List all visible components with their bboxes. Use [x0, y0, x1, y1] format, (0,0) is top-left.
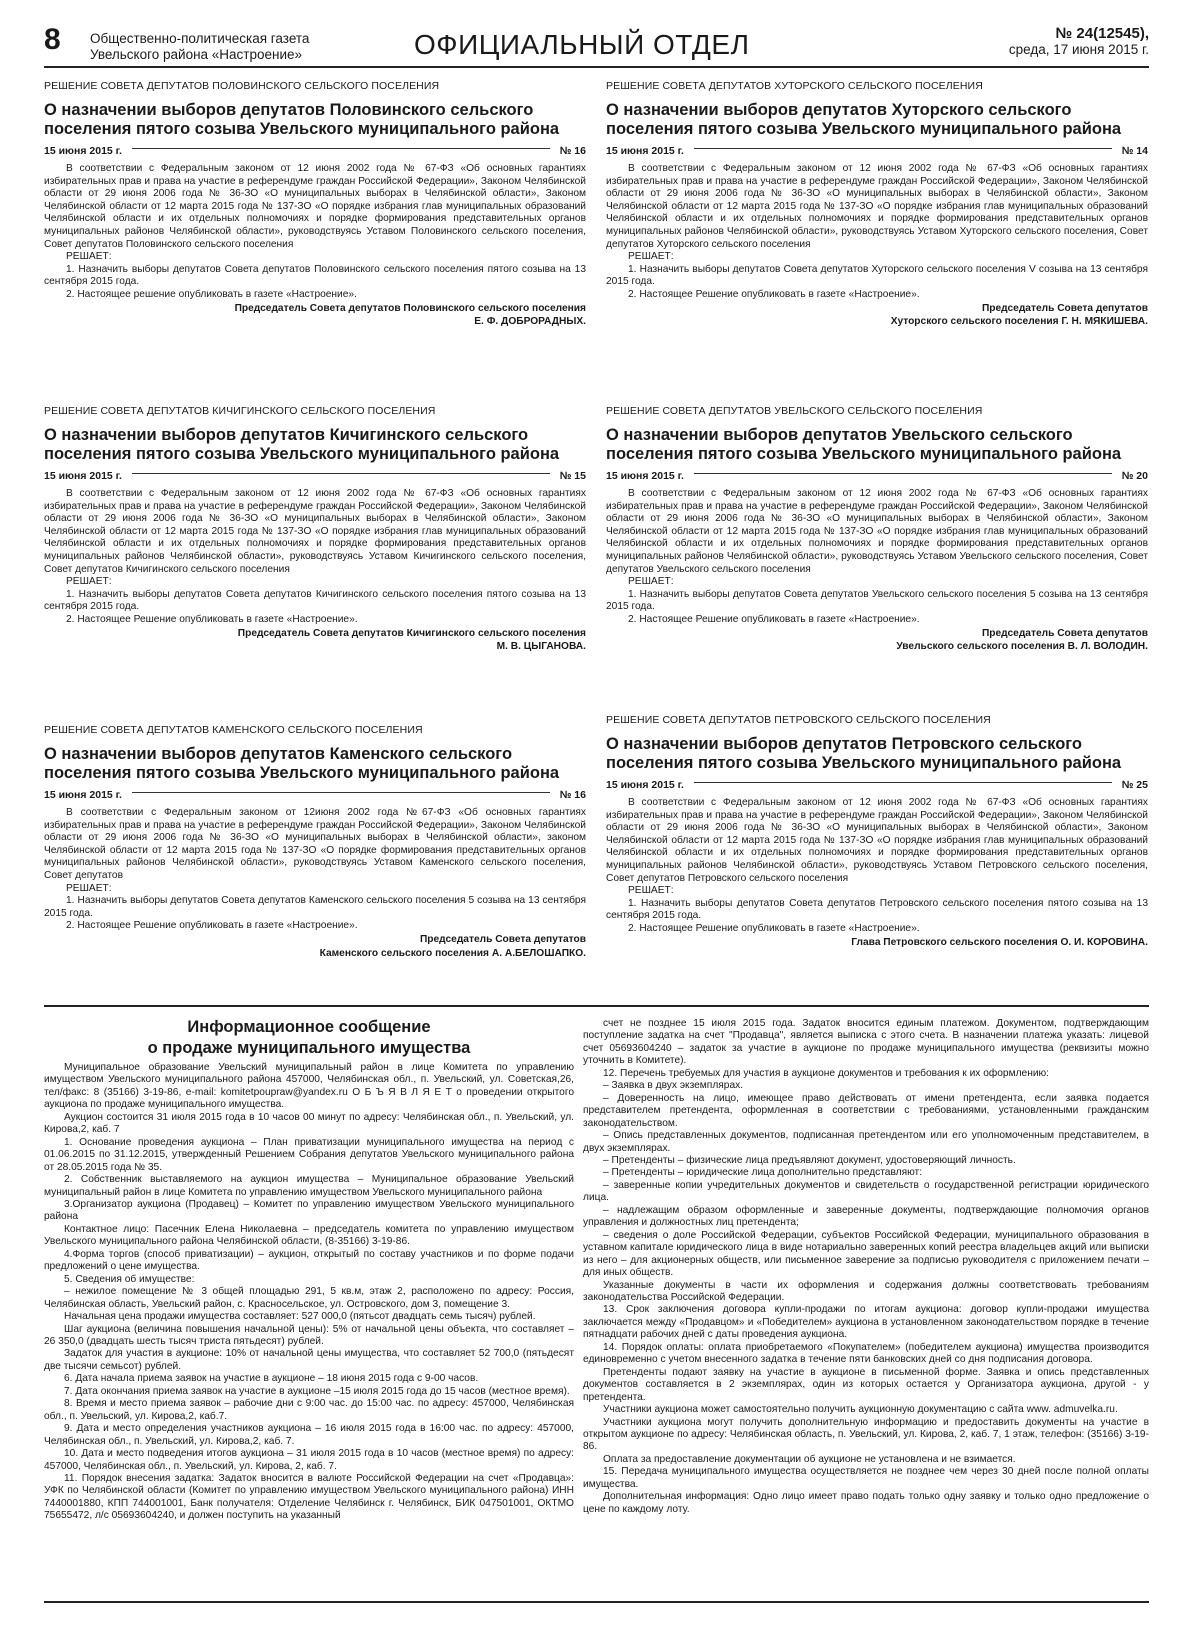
resolution-petrovskoe	[606, 714, 1148, 950]
info-paragraph: – Претенденты – физические лица предъявляют документ, удостоверяющий личность.	[603, 1154, 1016, 1166]
meta-divider	[694, 473, 1112, 474]
footer-rule	[44, 1601, 1149, 1603]
resolution-kamenskoe	[44, 724, 586, 960]
info-paragraph: Контактное лицо: Пасечник Елена Николаевна – председатель комитета по управлению имуществом Увельского муниципального района Челябинской области, (8-35166) 3-19-86.	[44, 1223, 574, 1248]
resolution-resolves: РЕШАЕТ:	[66, 882, 112, 894]
issue-date: среда, 17 июня 2015 г.	[1008, 42, 1149, 57]
info-paragraph: 5. Сведения об имуществе:	[64, 1273, 195, 1285]
resolution-intro: В соответствии с Федеральным законом от 12июня 2002 года №67-ФЗ «Об основных гарантиях избирательных прав и права на участие в референдуме граждан Российской Федерации», Законом Челябинской области от 29 июня 2006 года № 36-ЗО «О муниципальных выборах в Челябинской области», законом Челябинской области от 12 марта 2015 года № 137-ЗО «О порядке формирования представительных органов муниципальных районов Челябинской области», руководствуясь Уставом Каменского сельского поселения, Совет депутатов	[44, 807, 586, 881]
info-paragraph: – Опись представленных документов, подписанная претендентом или его уполномоченным представителем, в двух экземплярах.	[583, 1130, 1149, 1154]
info-paragraph: Шаг аукциона (величина повышения начальной цены): 5% от начальной цены объекта, что составляет – 26 350,0 (двадцать шесть тысяч триста пятьдесят) рублей.	[44, 1323, 574, 1347]
resolution-meta	[44, 470, 586, 483]
resolution-item-1: 1. Назначить выборы депутатов Совета депутатов Увельского сельского поселения 5 созыва на 13 сентября 2015 года.	[606, 588, 1148, 613]
resolution-signature-line1: Председатель Совета депутатов Кичигинского сельского поселения	[237, 627, 586, 639]
info-paragraph: 13. Срок заключения договора купли-продажи по итогам аукциона: договор купли-продажи имущества заключается между «Продавцом» и «Победителем» аукциона в установленном законодательством порядке в течение пятнадцати рабочих дней с даты проведения аукциона.	[583, 1304, 1149, 1341]
resolution-meta	[44, 145, 586, 158]
info-paragraph: Оплата за предоставление документации об аукционе не установлена и не взимается.	[603, 1453, 1016, 1465]
resolution-meta	[606, 470, 1148, 483]
info-paragraph: 3.Организатор аукциона (Продавец) – Комитет по управлению имуществом Увельского муниципального района	[44, 1198, 574, 1223]
resolution-signature-line1: Председатель Совета депутатов	[419, 933, 586, 945]
resolution-item-1: 1. Назначить выборы депутатов Совета депутатов Хуторского сельского поселения V созыва на 13 сентября 2015 года.	[606, 263, 1148, 288]
resolution-signature-line2: Увельского сельского поселения В. Л. ВОЛОДИН.	[896, 641, 1148, 653]
info-paragraph: 2. Собственник выставляемого на аукцион имущества – Муниципальное образование Увельский муниципальный район в лице Комитета по управлению имуществом Увельского муниципального района	[44, 1174, 574, 1198]
resolution-khutorskoe	[606, 80, 1148, 329]
meta-divider	[694, 782, 1112, 783]
resolution-kicker: РЕШЕНИЕ СОВЕТА ДЕПУТАТОВ КИЧИГИНСКОГО СЕЛЬСКОГО ПОСЕЛЕНИЯ	[44, 405, 436, 417]
resolution-date: 15 июня 2015 г.	[44, 145, 122, 157]
info-paragraph: Претенденты подают заявку на участие в аукционе в письменной форме. Заявка и опись представленных документов составляется в 2 экземплярах, один из которых остается у Организатора аукциона, другой - у претендента.	[583, 1366, 1149, 1403]
info-paragraph: 6. Дата начала приема заявок на участие в аукционе – 18 июня 2015 года с 9-00 часов.	[64, 1373, 479, 1385]
info-paragraph: Участники аукциона может самостоятельно получить аукционную документацию с сайта www. admuvelka.ru.	[603, 1404, 1118, 1416]
info-paragraph: Начальная цена продажи имущества составляет: 527 000,0 (пятьсот двадцать семь тысяч) рублей.	[64, 1311, 536, 1323]
resolution-resolves: РЕШАЕТ:	[66, 576, 112, 588]
info-left-body	[44, 1062, 574, 1523]
resolution-signature-line1: Глава Петровского сельского поселения О. И. КОРОВИНА.	[851, 936, 1148, 948]
info-paragraph: Аукцион состоится 31 июля 2015 года в 10 часов 00 минут по адресу: Челябинская обл., п. Увельский, ул. Кирова,2, каб. 7	[44, 1111, 574, 1136]
issue-number: № 24(12545),	[1055, 25, 1149, 42]
resolution-intro: В соответствии с Федеральным законом от 12 июня 2002 года № 67-ФЗ «Об основных гарантиях избирательных прав и права на участие в референдуме граждан Российской Федерации», Законом Челябинской области от 29 июня 2006 года № 36-ЗО «О муниципальных выборах в Челябинской области», Законом Челябинской области от 12 марта 2015 года № 137-ЗО «О порядке избрания глав муниципальных образований Челябинской области и их отдельных полномочиях и порядке формирования представительных органов муниципальных районов Челябинской области», руководствуясь Уставом Половинского сельского поселения, Совет депутатов Половинского сельского поселения	[44, 163, 586, 250]
resolution-body	[44, 488, 586, 627]
info-paragraph: Указанные документы в части их оформления и содержания должны соответствовать требованиям законодательства Российской Федерации.	[583, 1279, 1149, 1303]
resolution-body	[606, 488, 1148, 627]
resolution-item-1: 1. Назначить выборы депутатов Совета депутатов Каменского сельского поселения 5 созыва на 13 сентября 2015 года.	[44, 895, 586, 919]
resolution-headline: О назначении выборов депутатов Хуторского сельского поселения пятого созыва Увельского муниципального района	[606, 101, 1122, 138]
resolution-resolves: РЕШАЕТ:	[628, 576, 674, 588]
resolution-number: № 16	[559, 145, 586, 157]
resolution-number: № 25	[1121, 779, 1148, 791]
info-title-line1: Информационное сообщение	[187, 1018, 431, 1036]
info-paragraph: 1. Основание проведения аукциона – План приватизации муниципального имущества на период с 01.06.2015 по 31.12.2015, утвержденный Решением Собрания депутатов Увельского муниципального района от 28.05.2015 года № 35.	[44, 1136, 574, 1173]
resolution-item-2: 2. Настоящее решение опубликовать в газете «Настроение».	[66, 288, 357, 300]
info-paragraph: 11. Порядок внесения задатка: Задаток вносится в валюте Российской Федерации на счет «Продавца»: УФК по Челябинской области (Комитет по управлению имуществом Увельского муниципального района) ИНН 7440001880, КПП 744001001, Банк получателя: Отделение Челябинск г. Челябинск, БИК 047501001, ОКТМО 75655472, л/с 05693604240, и должен поступить на указанный	[44, 1472, 574, 1522]
info-paragraph: Муниципальное образование Увельский муниципальный район в лице Комитета по управлению имуществом Увельского муниципального района 457000, Челябинская обл., п. Увельский, ул. Советская,26, тел/факс: 8 (35166) 3-19-86, e-mail: komitetpoupraw@yandex.ru О Б Ъ Я В Л Я Е Т о проведении открытого аукциона по продаже муниципального имущества.	[44, 1062, 574, 1111]
resolution-headline: О назначении выборов депутатов Половинского сельского поселения пятого созыва Увельского муниципального района	[44, 101, 560, 138]
info-paragraph: – Претенденты – юридические лица дополнительно представляют:	[603, 1167, 923, 1179]
resolution-kicker: РЕШЕНИЕ СОВЕТА ДЕПУТАТОВ УВЕЛЬСКОГО СЕЛЬСКОГО ПОСЕЛЕНИЯ	[606, 405, 983, 417]
resolution-item-2: 2. Настоящее Решение опубликовать в газете «Настроение».	[66, 613, 358, 625]
page-number: 8	[44, 23, 61, 56]
resolution-date: 15 июня 2015 г.	[606, 145, 684, 157]
header-rule	[44, 66, 1149, 68]
resolution-kicker: РЕШЕНИЕ СОВЕТА ДЕПУТАТОВ ХУТОРСКОГО СЕЛЬСКОГО ПОСЕЛЕНИЯ	[606, 80, 983, 92]
info-paragraph: – сведения о доле Российской Федерации, субъектов Российской Федерации, муниципального образования в уставном капитале юридического лица в виде нотариально заверенных копий реестра владельцев акций или выписки из него – для акционерных обществ, или письменное заверение за подписью руководителя с приложением печати – для иных обществ.	[583, 1229, 1149, 1279]
issue-info	[1009, 26, 1149, 58]
info-message-right-column	[583, 1018, 1149, 1516]
meta-divider	[694, 148, 1112, 149]
resolution-meta	[606, 779, 1148, 792]
resolution-uvelskoe	[606, 405, 1148, 654]
resolution-item-1: 1. Назначить выборы депутатов Совета депутатов Половинского сельского поселения пятого созыва на 13 сентября 2015 года.	[44, 263, 586, 288]
resolution-date: 15 июня 2015 г.	[606, 470, 684, 482]
info-message-left-column	[44, 1018, 574, 1523]
info-paragraph: – Доверенность на лицо, имеющее право действовать от имени претендента, если заявка подается представителем претендента, оформленная в соответствии с требованиями, установленными гражданским законодательством.	[583, 1092, 1149, 1129]
meta-divider	[132, 792, 550, 793]
resolution-headline: О назначении выборов депутатов Петровского сельского поселения пятого созыва Увельского муниципального района	[606, 735, 1122, 772]
resolution-intro: В соответствии с Федеральным законом от 12 июня 2002 года № 67-ФЗ «Об основных гарантиях избирательных прав и права на участие в референдуме граждан Российской Федерации», Законом Челябинской области от 29 июня 2006 года № 36-ЗО «О муниципальных выборах в Челябинской области», Законом Челябинской области от 12 марта 2015 года № 137-ЗО «О порядке избрания глав муниципальных образований Челябинской области и их отдельных полномочиях и порядке формирования представительных органов муниципальных районов Челябинской области», руководствуясь Уставом Хуторского сельского поселения, Совет депутатов Хуторского сельского поселения	[606, 163, 1148, 250]
resolution-kicker: РЕШЕНИЕ СОВЕТА ДЕПУТАТОВ КАМЕНСКОГО СЕЛЬСКОГО ПОСЕЛЕНИЯ	[44, 724, 423, 736]
resolution-item-2: 2. Настоящее Решение опубликовать в газете «Настроение».	[66, 920, 358, 932]
info-paragraph: 12. Перечень требуемых для участия в аукционе документов и требования к их оформлению:	[603, 1067, 1049, 1079]
info-paragraph: 8. Время и место приема заявок – рабочие дни с 9:00 час. до 15:00 час. по адресу: 457000, Челябинская обл., п. Увельский, ул. Кирова,2, каб.7.	[44, 1398, 574, 1422]
resolution-resolves: РЕШАЕТ:	[628, 885, 674, 897]
info-paragraph: – надлежащим образом оформленные и заверенные документы, подтверждающие полномочия органов управления и должностных лиц претендента;	[583, 1204, 1149, 1229]
resolution-number: № 14	[1121, 145, 1148, 157]
info-right-body	[583, 1018, 1149, 1516]
info-title-line2: о продаже муниципального имущества	[147, 1039, 471, 1057]
info-paragraph: Участники аукциона могут получить дополнительную информацию и предоставить документы на участие в открытом аукционе по адресу: Челябинская область, п. Увельский, ул. Кирова, 2, каб. 7, 1 этаж, телефон: (35166) 3-19-86.	[583, 1416, 1149, 1453]
info-paragraph: – нежилое помещение № 3 общей площадью 291, 5 кв.м, этаж 2, расположено по адресу: Россия, Челябинская область, Увельский район, с. Красносельское, ул. Островского, дом 3, помещение 3.	[44, 1286, 574, 1310]
resolution-headline: О назначении выборов депутатов Кичигинского сельского поселения пятого созыва Увельского муниципального района	[44, 426, 560, 463]
resolution-kicker: РЕШЕНИЕ СОВЕТА ДЕПУТАТОВ ПЕТРОВСКОГО СЕЛЬСКОГО ПОСЕЛЕНИЯ	[606, 714, 991, 726]
page-header	[44, 22, 1149, 64]
resolution-body	[606, 797, 1148, 936]
newspaper-name: Общественно-политическая газета Увельского района «Настроение»	[90, 31, 310, 62]
resolution-item-2: 2. Настоящее Решение опубликовать в газете «Настроение».	[628, 288, 920, 300]
resolution-signature-line1: Председатель Совета депутатов Половинского сельского поселения	[234, 302, 586, 314]
resolution-kichiginskoe	[44, 405, 586, 654]
resolution-signature-line1: Председатель Совета депутатов	[981, 302, 1148, 314]
resolution-kicker: РЕШЕНИЕ СОВЕТА ДЕПУТАТОВ ПОЛОВИНСКОГО СЕЛЬСКОГО ПОСЕЛЕНИЯ	[44, 80, 440, 92]
resolution-intro: В соответствии с Федеральным законом от 12 июня 2002 года № 67-ФЗ «Об основных гарантиях избирательных прав и права на участие в референдуме граждан Российской Федерации», Законом Челябинской области от 29 июня 2006 года № 36-ЗО «О муниципальных выборах в Челябинской области», Законом Челябинской области от 12 марта 2015 года № 137-ЗО «О порядке избрания глав муниципальных образований Челябинской области и их отдельных полномочиях и порядке формирования представительных органов муниципальных районов Челябинской области», руководствуясь Уставом Увельского сельского поселения, Совет депутатов Увельского сельского поселения	[606, 488, 1148, 575]
resolution-body	[44, 807, 586, 933]
info-paragraph: – заверенные копии учредительных документов и свидетельств о государственной регистрации юридического лица.	[583, 1179, 1149, 1204]
resolution-intro: В соответствии с Федеральным законом от 12 июня 2002 года № 67-ФЗ «Об основных гарантиях избирательных прав и права на участие в референдуме граждан Российской Федерации», Законом Челябинской области от 29 июня 2006 года № 36-ЗО «О муниципальных выборах в Челябинской области», Законом Челябинской области от 12 марта 2015 года № 137-ЗО «О порядке избрания глав муниципальных образований Челябинской области и их отдельных полномочиях и порядке формирования представительных органов муниципальных районов Челябинской области», руководствуясь Уставом Кичигинского сельского поселения, Совет депутатов Кичигинского сельского поселения	[44, 488, 586, 575]
resolution-signature-line1: Председатель Совета депутатов	[981, 627, 1148, 639]
resolution-meta	[44, 789, 586, 802]
resolution-signature-line2: Каменского сельского поселения А. А.БЕЛОШАПКО.	[319, 947, 586, 959]
info-paragraph: Задаток для участия в аукционе: 10% от начальной цены имущества, что составляет 52 700,0 (пятьдесят две тысячи семьсот) рублей.	[44, 1348, 574, 1372]
resolution-date: 15 июня 2015 г.	[606, 779, 684, 791]
info-paragraph: счет не позднее 15 июля 2015 года. Задаток вносится единым платежом. Документом, подтверждающим поступление задатка на счет "Продавца", является выписка с этого счета. В назначении платежа указать: лицевой счет 05693604240 – задаток за участие в аукционе по продаже муниципального имущества (реквизиты можно уточнить в Комитете).	[583, 1018, 1149, 1067]
resolution-item-1: 1. Назначить выборы депутатов Совета депутатов Петровского сельского поселения пятого созыва на 13 сентября 2015 года.	[606, 897, 1148, 922]
resolution-resolves: РЕШАЕТ:	[66, 251, 112, 263]
info-paragraph: 10. Дата и место подведения итогов аукциона – 31 июля 2015 года в 10 часов (местное время) по адресу: 457000, Челябинская обл., п. Увельский, ул. Кирова, 2, каб. 7.	[44, 1448, 574, 1472]
resolution-intro: В соответствии с Федеральным законом от 12 июня 2002 года № 67-ФЗ «Об основных гарантиях избирательных прав и права на участие в референдуме граждан Российской Федерации», Законом Челябинской области от 29 июня 2006 года № 36-ЗО «О муниципальных выборах в Челябинской области», Законом Челябинской области от 12 марта 2015 года № 137-ЗО «О порядке избрания глав муниципальных образований Челябинской области и их отдельных полномочиях и порядке формирования представительных органов муниципальных районов Челябинской области», руководствуясь Уставом Петровского сельского поселения, Совет депутатов Петровского сельского поселения	[606, 797, 1148, 884]
resolution-item-1: 1. Назначить выборы депутатов Совета депутатов Кичигинского сельского поселения пятого созыва на 13 сентября 2015 года.	[44, 588, 586, 613]
info-paragraph: 7. Дата окончания приема заявок на участие в аукционе –15 июля 2015 года до 15 часов (местное время).	[64, 1385, 570, 1397]
resolution-signature-line2: Хуторского сельского поселения Г. Н. МЯКИШЕВА.	[890, 316, 1148, 328]
resolution-signature-line2: М. В. ЦЫГАНОВА.	[496, 641, 586, 653]
info-paragraph: 9. Дата и место определения участников аукциона – 16 июля 2015 года в 16:00 час. по адресу: 457000, Челябинская обл., п. Увельский, ул. Кирова,2, каб. 7.	[44, 1423, 574, 1447]
info-paragraph: 14. Порядок оплаты: оплата приобретаемого «Покупателем» (победителем аукциона) имущества производится единовременно с учетом внесенного задатка в течение пяти банковских дней со дня подписания договора.	[583, 1341, 1149, 1366]
info-paragraph: 15. Передача муниципального имущества осуществляется не позднее чем через 30 дней после полной оплаты имущества.	[583, 1466, 1149, 1490]
section-title: ОФИЦИАЛЬНЫЙ ОТДЕЛ	[414, 29, 750, 60]
resolution-number: № 16	[559, 789, 586, 801]
section-rule	[44, 1005, 1149, 1007]
resolution-date: 15 июня 2015 г.	[44, 789, 122, 801]
meta-divider	[132, 473, 550, 474]
resolution-headline: О назначении выборов депутатов Каменского сельского поселения пятого созыва Увельского муниципального района	[44, 745, 560, 782]
resolution-date: 15 июня 2015 г.	[44, 470, 122, 482]
resolution-headline: О назначении выборов депутатов Увельского сельского поселения пятого созыва Увельского муниципального района	[606, 426, 1122, 463]
resolution-polovinskoe	[44, 80, 586, 329]
info-paragraph: 4.Форма торгов (способ приватизации) – аукцион, открытый по составу участников и по форме подачи предложений о цене имущества.	[44, 1248, 574, 1273]
resolution-number: № 20	[1121, 470, 1148, 482]
resolution-resolves: РЕШАЕТ:	[628, 251, 674, 263]
resolution-body	[44, 163, 586, 302]
info-paragraph: Дополнительная информация: Одно лицо имеет право подать только одну заявку и только одно предложение о цене по каждому лоту.	[583, 1491, 1149, 1515]
resolution-signature-line2: Е. Ф. ДОБРОРАДНЫХ.	[474, 316, 586, 328]
resolution-meta	[606, 145, 1148, 158]
resolution-number: № 15	[559, 470, 586, 482]
resolution-item-2: 2. Настоящее Решение опубликовать в газете «Настроение».	[628, 613, 920, 625]
info-paragraph: – Заявка в двух экземплярах.	[603, 1080, 744, 1092]
resolution-item-2: 2. Настоящее Решение опубликовать в газете «Настроение».	[628, 922, 920, 934]
resolution-body	[606, 163, 1148, 302]
meta-divider	[132, 148, 550, 149]
